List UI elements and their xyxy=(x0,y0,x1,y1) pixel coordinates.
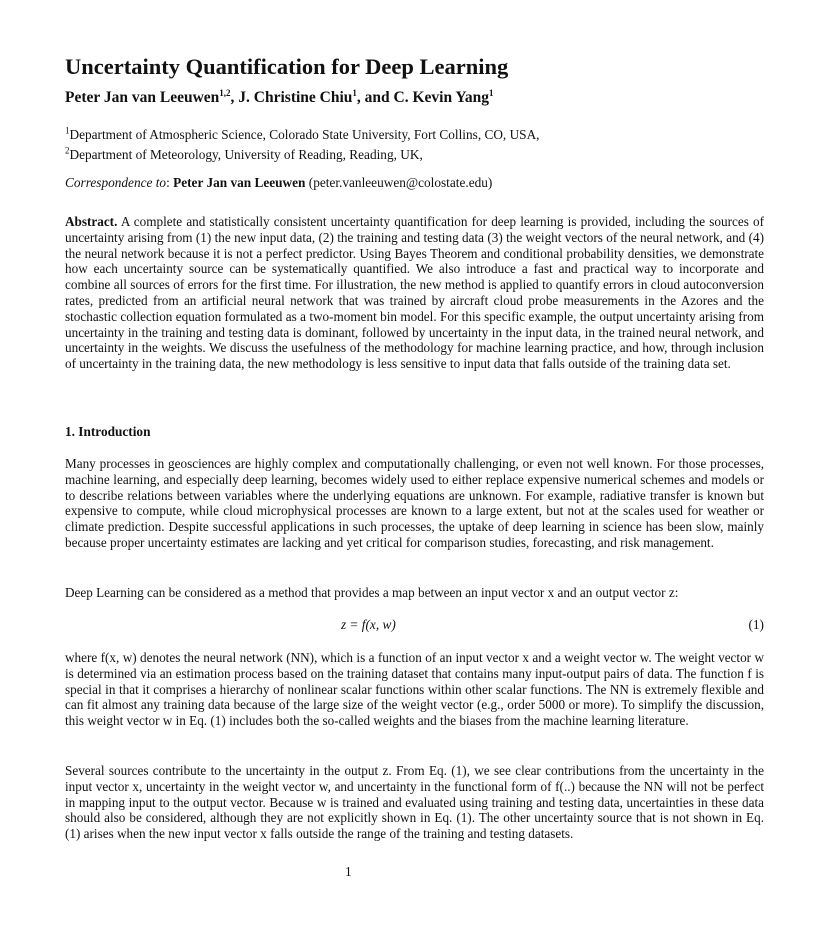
author-affiliation-mark: 1,2 xyxy=(219,87,231,98)
correspondence-colon: : xyxy=(166,175,174,190)
abstract-text: A complete and statistically consistent uncertainty quantification for deep learning is provided, including the sources of uncertainty arising from (1) the new input data, (2) the training and testing data (3) the weight vectors of the neural network, and (4) the neural network because it is not a perfect predictor. Using Bayes Theorem and conditional probability densities, we demonstrate how each uncertainty source can be systematically quantified. We also introduce a fast and practical way to incorporate and combine all sources of errors for the first time. For illustration, the new method is applied to quantify errors in cloud autoconversion rates, predicted from an artificial neural network that was trained by aircraft cloud probe measurements in the Azores and the stochastic collection equation formulated as a two-moment bin model. For this specific example, the output uncertainty arising from uncertainty in the training and testing data is dominant, followed by uncertainty in the input data, in the trained neural network, and uncertainty in the weights. We discuss the usefulness of the methodology for machine learning practice, and how, through inclusion of uncertainty in the training data, the new methodology is less sensitive to input data that falls outside of the training data set. xyxy=(65,214,764,372)
abstract xyxy=(65,214,764,372)
equation-1 xyxy=(65,617,764,635)
affiliation-mark: 1 xyxy=(65,125,70,136)
page-number: 1 xyxy=(345,864,352,879)
author-name: J. Christine Chiu xyxy=(238,89,353,106)
author-affiliation-mark: 1 xyxy=(488,87,494,98)
author-separator: , xyxy=(230,89,239,106)
author-name: Peter Jan van Leeuwen xyxy=(65,89,220,106)
body-paragraph: where f(x, w) denotes the neural network (NN), which is a function of an input vector x and a weight vector w. The weight vector w is determined via an estimation process based on the training dataset that contains many input-output pairs of data. The function f is special in that it comprises a hierarchy of nonlinear scalar functions within other scalar functions. The NN is extremely flexible and can fit almost any training data because of the large size of the weight vector (e.g., order 5000 or more). To simplify the discussion, this weight vector w in Eq. (1) includes both the so-called weights and the biases from the machine learning literature. xyxy=(65,650,764,729)
affiliation-line xyxy=(65,127,540,143)
correspondence-line xyxy=(65,175,492,191)
abstract-label: Abstract. xyxy=(65,214,118,229)
author-affiliation-mark: 1 xyxy=(352,87,357,98)
equation-number: (1) xyxy=(748,617,764,632)
affiliation-mark: 2 xyxy=(65,145,70,156)
author-list xyxy=(65,89,493,107)
correspondence-label: Correspondence to xyxy=(65,175,167,190)
author-name: C. Kevin Yang xyxy=(393,89,489,106)
equation-body: z = f(x, w) xyxy=(341,617,396,632)
body-paragraph: Several sources contribute to the uncertainty in the output z. From Eq. (1), we see clear contributions from the uncertainty in the input vector x, uncertainty in the weight vector w, and uncertainty in the functional form of f(..) because the NN will not be perfect in mapping input to the output vector. Because w is trained and evaluated using training and testing data, uncertainties in these data should also be considered, although they are not explicitly shown in Eq. (1). The other uncertainty source that is not shown in Eq. (1) arises when the new input vector x falls outside the range of the training and testing datasets. xyxy=(65,763,764,842)
affiliation-line xyxy=(65,147,423,163)
body-paragraph: Deep Learning can be considered as a method that provides a map between an input vector x and an output vector z: xyxy=(65,585,679,600)
correspondence-name: Peter Jan van Leeuwen xyxy=(173,175,306,190)
correspondence-email: (peter.vanleeuwen@colostate.edu) xyxy=(305,175,493,190)
affiliation-text: Department of Meteorology, University of Reading, Reading, UK, xyxy=(69,147,423,162)
affiliation-text: Department of Atmospheric Science, Colorado State University, Fort Collins, CO, USA, xyxy=(69,127,540,142)
paper-title: Uncertainty Quantification for Deep Learning xyxy=(65,54,509,79)
body-paragraph: Many processes in geosciences are highly complex and computationally challenging, or even not well known. For those processes, machine learning, and especially deep learning, becomes widely used to either replace expensive numerical schemes and models or to describe relations between variables where the underlying equations are unknown. For example, radiative transfer is known but expensive to compute, while cloud microphysical processes are known to a large extent, but not at the scales used for weather or climate prediction. Despite successful applications in such processes, the uptake of deep learning in science has been slow, mainly because proper uncertainty estimates are lacking and yet critical for comparison studies, forecasting, and risk management. xyxy=(65,456,764,550)
author-separator: , and xyxy=(356,89,394,106)
section-heading: 1. Introduction xyxy=(65,424,151,439)
